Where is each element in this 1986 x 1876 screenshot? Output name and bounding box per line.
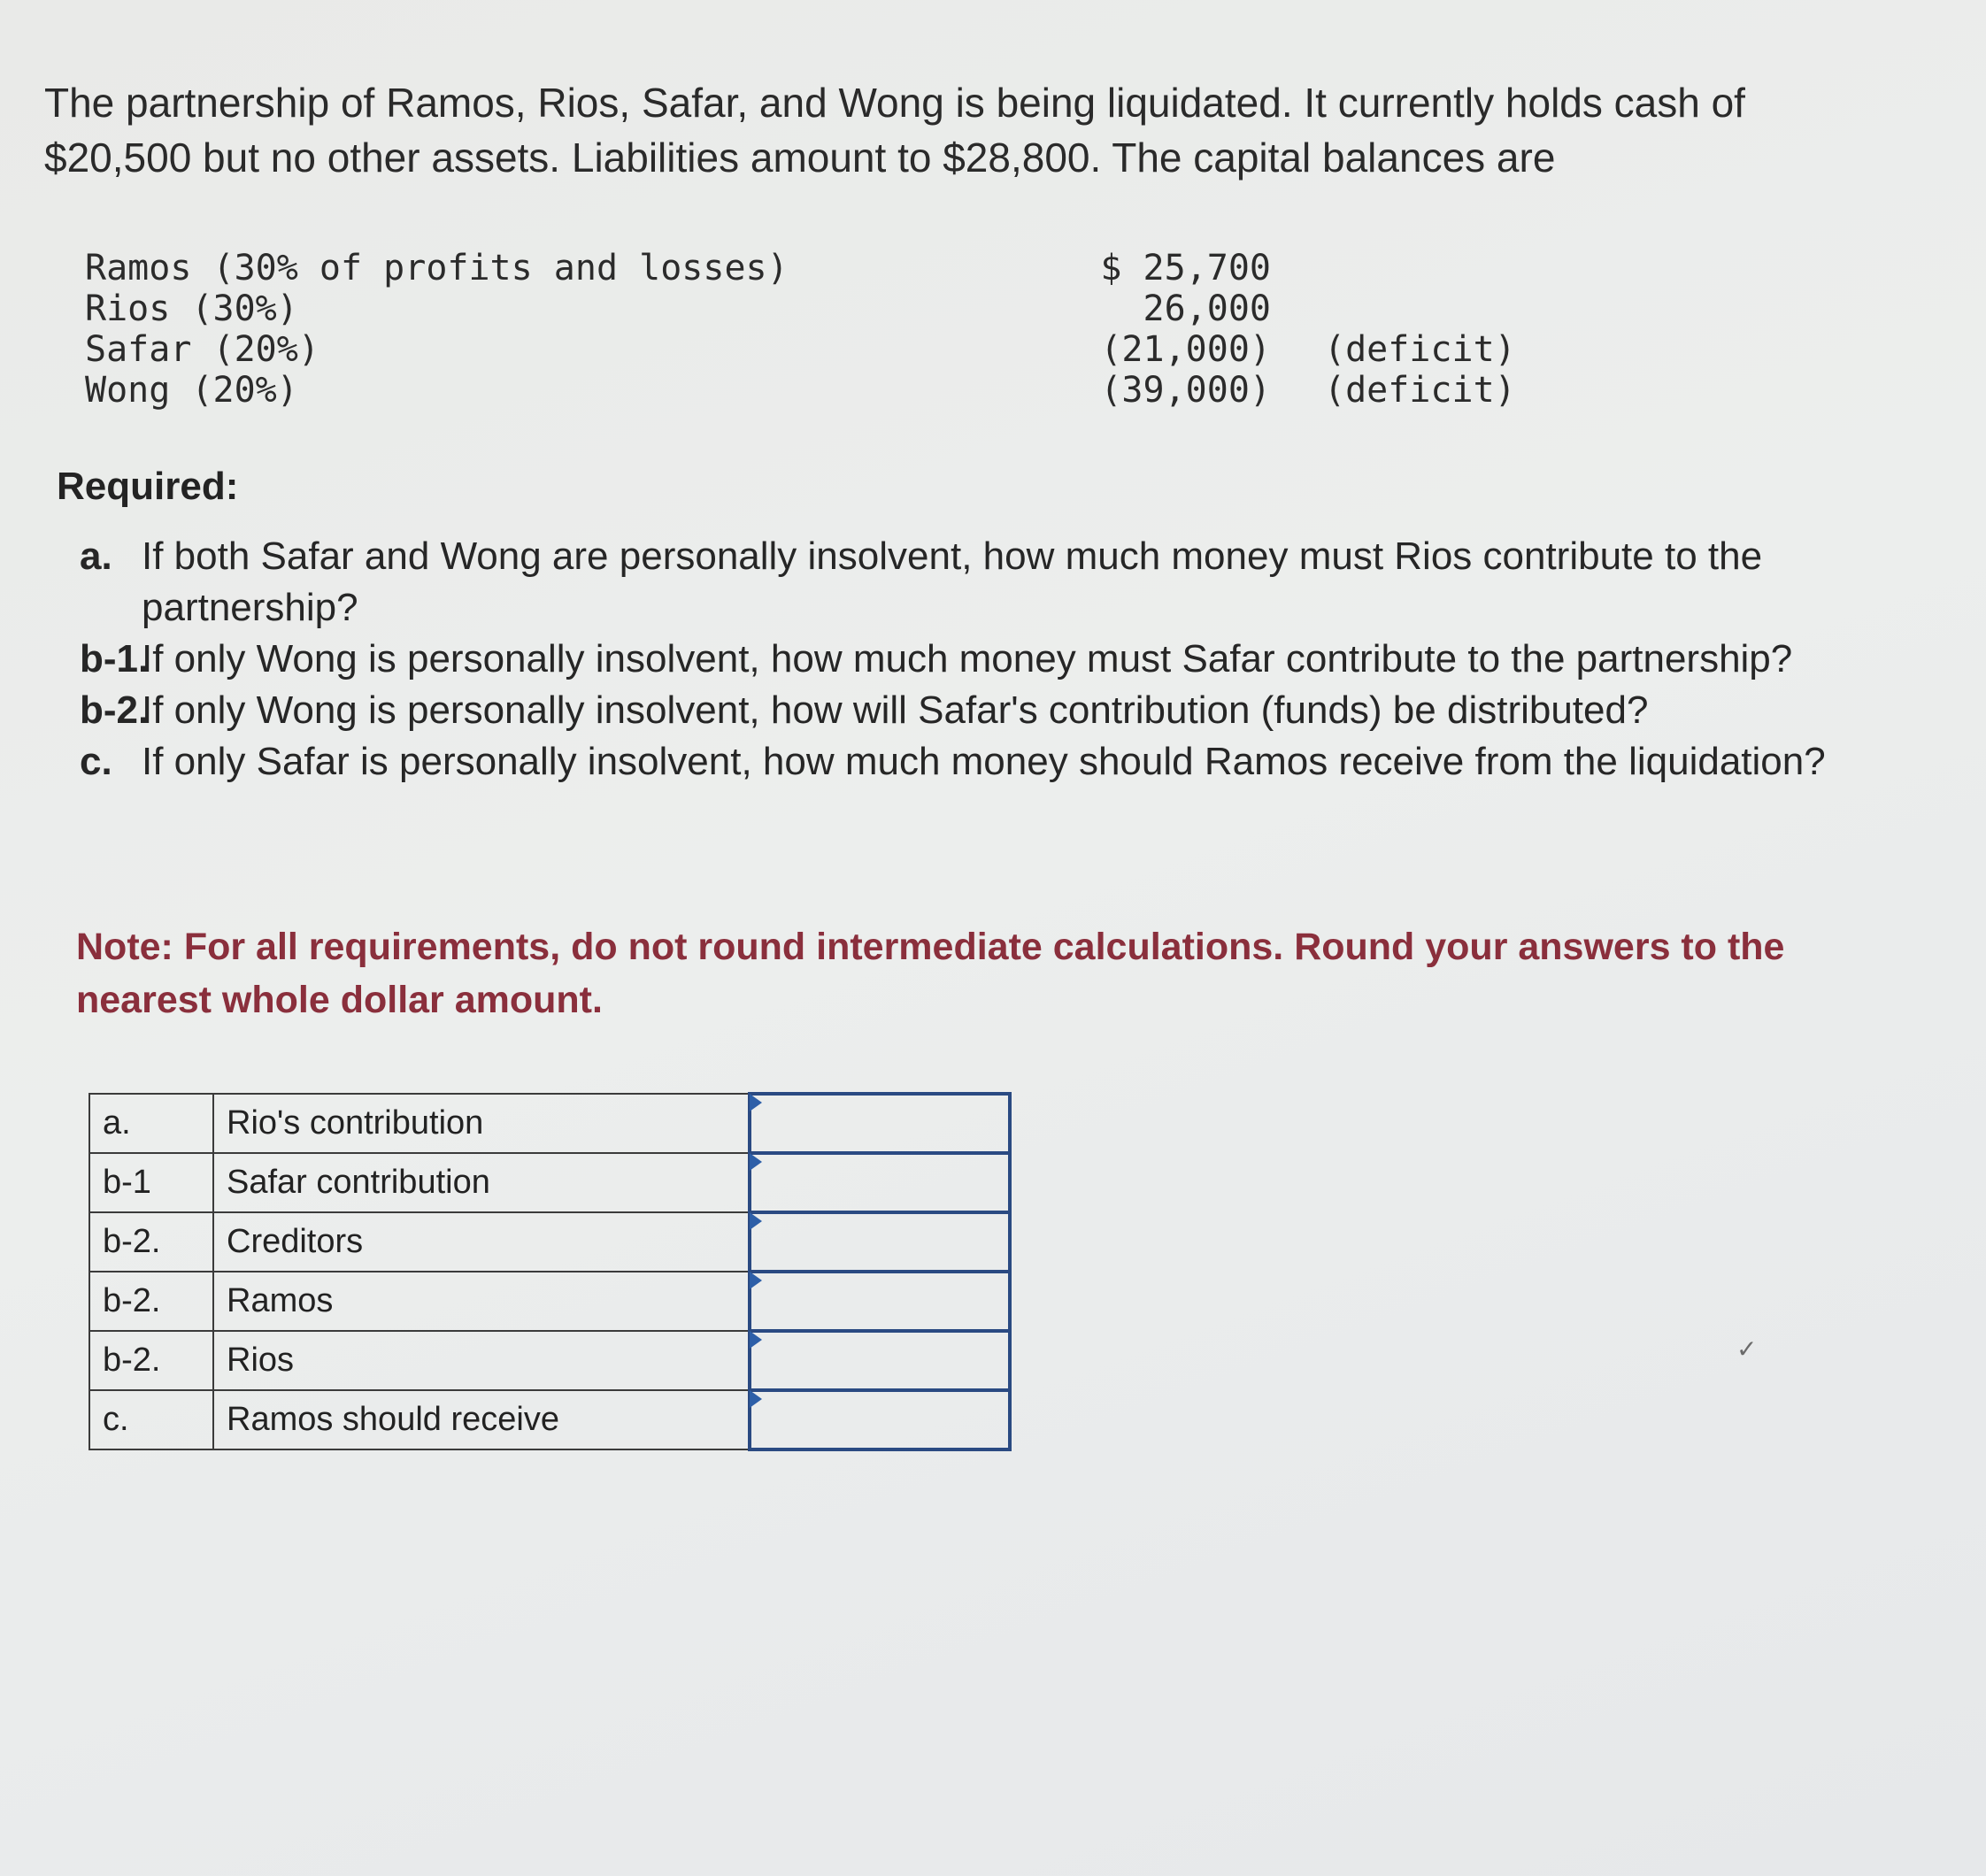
- question-tag: a.: [80, 534, 112, 578]
- answer-input-ramos-receive[interactable]: [751, 1392, 1008, 1448]
- row-label: Rios: [213, 1331, 750, 1390]
- row-label: Creditors: [213, 1212, 750, 1272]
- answer-cell: [750, 1390, 1010, 1449]
- part-label: b-2.: [89, 1212, 213, 1272]
- question-tag: c.: [80, 740, 112, 783]
- part-label: b-2.: [89, 1272, 213, 1331]
- question-text: If both Safar and Wong are personally insolvent, how much money must Rios contribute to the partnership?: [142, 534, 1763, 629]
- capital-label: Ramos (30% of profits and losses): [85, 248, 789, 288]
- question-b1: [80, 634, 1832, 685]
- problem-intro: [44, 75, 1814, 185]
- answer-input-creditors[interactable]: [751, 1214, 1008, 1270]
- row-label: Rio's contribution: [213, 1094, 750, 1153]
- answer-cell: [750, 1272, 1010, 1331]
- flag-icon: [750, 1331, 762, 1349]
- capital-amount: (39,000): [1100, 370, 1271, 411]
- part-label: b-2.: [89, 1331, 213, 1390]
- answer-table: [89, 1092, 1012, 1451]
- capital-note: (deficit): [1324, 370, 1516, 411]
- answer-input-rios[interactable]: [751, 1333, 1008, 1388]
- answer-input-safar-contribution[interactable]: [751, 1155, 1008, 1211]
- capital-label: Wong (20%): [85, 370, 298, 411]
- flag-icon: [750, 1390, 762, 1408]
- capital-amount: 26,000: [1143, 288, 1271, 329]
- table-row: [89, 1331, 1010, 1390]
- question-tag: b-1.: [80, 637, 150, 680]
- row-label: Ramos: [213, 1272, 750, 1331]
- flag-icon: [750, 1153, 762, 1171]
- capital-label: Safar (20%): [85, 329, 319, 370]
- table-row: [89, 1390, 1010, 1449]
- row-label: Ramos should receive: [213, 1390, 750, 1449]
- table-row: [89, 1212, 1010, 1272]
- intro-line-1: The partnership of Ramos, Rios, Safar, and Wong is being liquidated. It currently holds cash of: [44, 80, 1745, 126]
- intro-line-2: $20,500 but no other assets. Liabilities amount to $28,800. The capital balances are: [44, 135, 1556, 181]
- part-label: a.: [89, 1094, 213, 1153]
- part-label: c.: [89, 1390, 213, 1449]
- flag-icon: [750, 1212, 762, 1230]
- question-text: If only Wong is personally insolvent, how much money must Safar contribute to the partnership?: [142, 637, 1793, 680]
- capital-note: (deficit): [1324, 329, 1516, 370]
- answer-input-rios-contribution[interactable]: [751, 1096, 1008, 1151]
- stray-mark-icon: ✓: [1736, 1335, 1758, 1363]
- required-heading: Required:: [57, 465, 239, 508]
- table-row: [89, 1272, 1010, 1331]
- answer-input-ramos[interactable]: [751, 1273, 1008, 1329]
- answer-cell: [750, 1331, 1010, 1390]
- answer-cell: [750, 1153, 1010, 1212]
- table-row: [89, 1094, 1010, 1153]
- part-label: b-1: [89, 1153, 213, 1212]
- question-c: [80, 736, 1832, 788]
- capital-amount: $ 25,700: [1100, 248, 1271, 288]
- questions-list: [80, 531, 1832, 788]
- flag-icon: [750, 1094, 762, 1111]
- table-row: [89, 1153, 1010, 1212]
- question-tag: b-2.: [80, 688, 150, 732]
- capital-amount: (21,000): [1100, 329, 1271, 370]
- question-b2: [80, 685, 1832, 736]
- answer-cell: [750, 1094, 1010, 1153]
- question-text: If only Safar is personally insolvent, how much money should Ramos receive from the liquidation?: [142, 740, 1826, 783]
- capital-label: Rios (30%): [85, 288, 298, 329]
- row-label: Safar contribution: [213, 1153, 750, 1212]
- flag-icon: [750, 1272, 762, 1289]
- question-a: [80, 531, 1832, 634]
- answer-cell: [750, 1212, 1010, 1272]
- rounding-note: Note: For all requirements, do not round intermediate calculations. Round your answers to the nearest whole dollar amount.: [76, 926, 1785, 1021]
- question-text: If only Wong is personally insolvent, how will Safar's contribution (funds) be distributed?: [142, 688, 1649, 732]
